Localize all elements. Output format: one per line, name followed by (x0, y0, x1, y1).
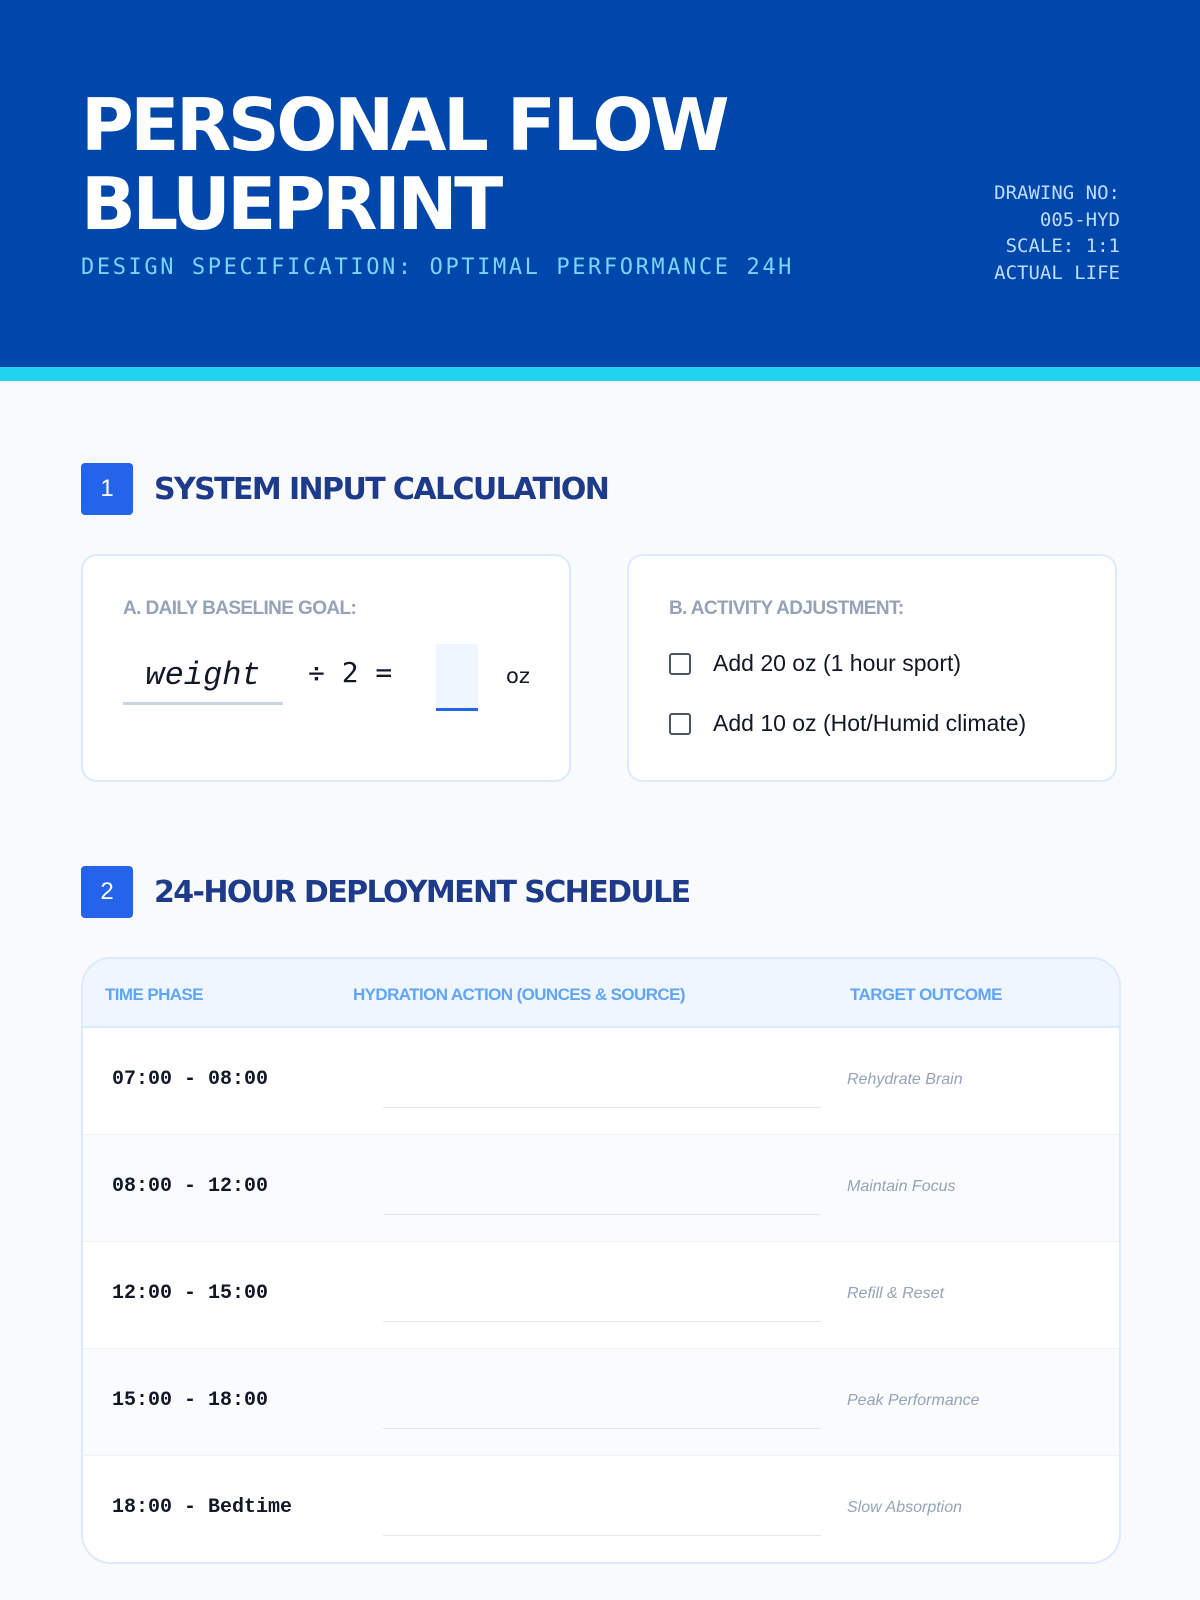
table-row (83, 1135, 1119, 1242)
drawing-scale: SCALE: 1:1 (1005, 235, 1120, 257)
baseline-result-input[interactable] (436, 644, 478, 711)
section-2-heading (81, 866, 690, 918)
time-phase: 07:00 - 08:00 (112, 1068, 269, 1091)
schedule-table-header (83, 959, 1119, 1028)
baseline-calculation (123, 650, 543, 730)
page-subtitle: DESIGN SPECIFICATION: OPTIMAL PERFORMANCE 24H (81, 255, 795, 280)
target-outcome: Peak Performance (847, 1392, 980, 1409)
sport-adjustment-option[interactable] (669, 650, 961, 677)
target-outcome: Slow Absorption (847, 1499, 963, 1516)
title-line-1: PERSONAL FLOW (81, 83, 727, 167)
time-phase: 12:00 - 15:00 (112, 1282, 269, 1305)
title-line-2: BLUEPRINT (81, 162, 500, 246)
deployment-schedule-table (81, 957, 1121, 1564)
section-2-title: 24-HOUR DEPLOYMENT SCHEDULE (154, 874, 690, 910)
hydration-action-input[interactable] (383, 1214, 821, 1215)
activity-adjustment-label: B. ACTIVITY ADJUSTMENT: (669, 598, 904, 619)
target-outcome: Refill & Reset (847, 1285, 944, 1302)
drawing-number-value: 005-HYD (1039, 208, 1120, 231)
drawing-scale-note: ACTUAL LIFE (994, 261, 1120, 284)
climate-adjustment-checkbox[interactable] (669, 713, 691, 735)
section-1-number: 1 (81, 463, 133, 515)
ounces-unit-label: oz (506, 664, 530, 688)
section-1-title: SYSTEM INPUT CALCULATION (154, 471, 609, 507)
table-row (83, 1028, 1119, 1135)
time-phase: 18:00 - Bedtime (112, 1496, 293, 1519)
time-phase: 15:00 - 18:00 (112, 1389, 269, 1412)
target-outcome: Rehydrate Brain (847, 1071, 963, 1088)
climate-adjustment-label: Add 10 oz (Hot/Humid climate) (713, 710, 1027, 736)
divide-by-two-operator: ÷ 2 = (308, 656, 393, 689)
column-header-hydration-action: HYDRATION ACTION (OUNCES & SOURCE) (353, 985, 685, 1004)
hydration-action-input[interactable] (383, 1107, 821, 1108)
hydration-action-input[interactable] (383, 1321, 821, 1322)
blueprint-header (0, 0, 1200, 367)
activity-adjustment-card (627, 554, 1117, 782)
table-row (83, 1242, 1119, 1349)
sport-adjustment-checkbox[interactable] (669, 653, 691, 675)
baseline-goal-label: A. DAILY BASELINE GOAL: (123, 598, 357, 619)
column-header-target-outcome: TARGET OUTCOME (850, 985, 1002, 1004)
weight-input[interactable]: weight (123, 650, 283, 705)
section-2-number: 2 (81, 866, 133, 918)
column-header-time-phase: TIME PHASE (105, 985, 203, 1004)
table-row (83, 1349, 1119, 1456)
climate-adjustment-option[interactable] (669, 710, 1026, 737)
page-title (81, 83, 941, 246)
time-phase: 08:00 - 12:00 (112, 1175, 269, 1198)
hydration-action-input[interactable] (383, 1428, 821, 1429)
section-1-heading (81, 463, 608, 515)
drawing-info-block (994, 180, 1120, 286)
drawing-number-label: DRAWING NO: (994, 182, 1120, 204)
header-accent-stripe (0, 367, 1200, 381)
table-row (83, 1456, 1119, 1563)
baseline-goal-card (81, 554, 571, 782)
hydration-action-input[interactable] (383, 1535, 821, 1536)
target-outcome: Maintain Focus (847, 1178, 956, 1195)
sport-adjustment-label: Add 20 oz (1 hour sport) (713, 650, 962, 676)
